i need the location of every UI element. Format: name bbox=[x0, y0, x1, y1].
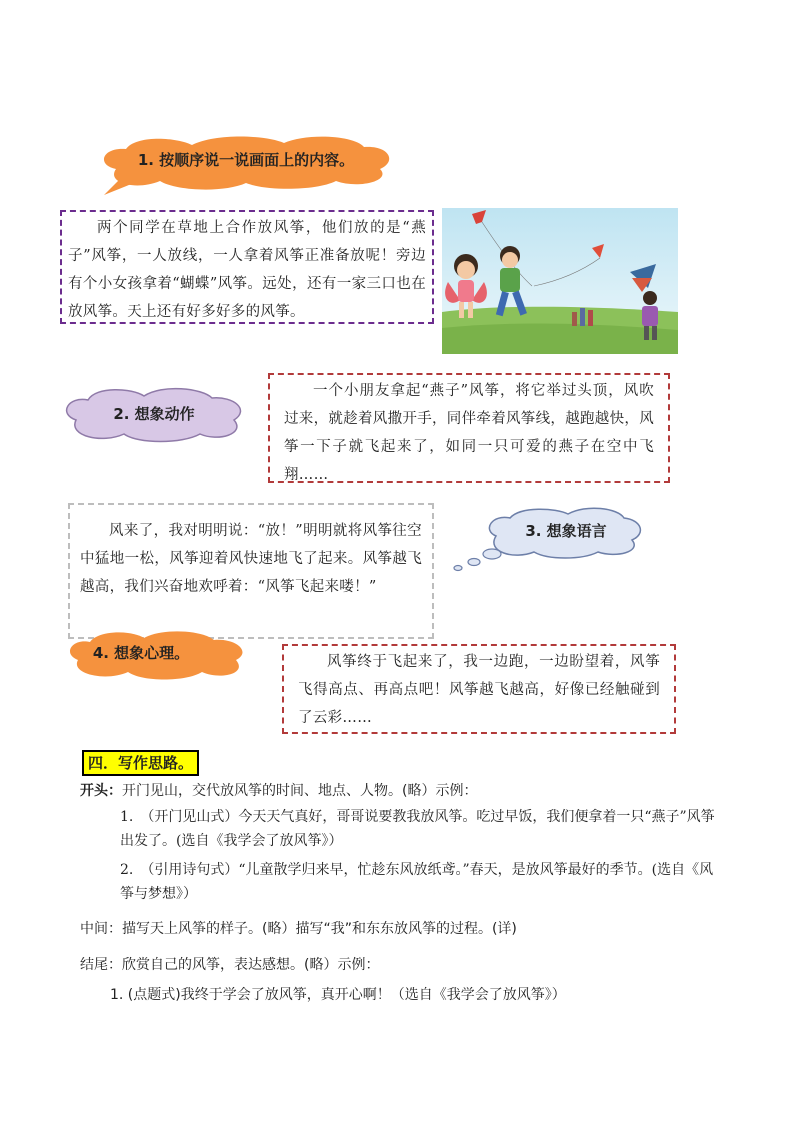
opening-example-2: 2. （引用诗句式）“儿童散学归来早，忙趁东风放纸鸢。”春天，是放风筝最好的季节。(选自《风筝与梦想》） bbox=[120, 862, 714, 902]
paragraph-box-3 bbox=[68, 503, 434, 639]
opening-line bbox=[80, 779, 720, 803]
cloud-label-text: 3. 想象语言 bbox=[525, 522, 607, 540]
ending-example-1: 1. (点题式)我终于学会了放风筝，真开心啊！（选自《我学会了放风筝》） bbox=[110, 987, 566, 1003]
cloud-label-4 bbox=[66, 630, 256, 678]
paragraph-text: 两个同学在草地上合作放风筝，他们放的是“燕子”风筝，一人放线，一人拿着风筝正准备放呢！旁边有个小女孩拿着“蝴蝶”风筝。远处，还有一家三口也在放风筝。天上还有好多好多的风筝。 bbox=[68, 220, 426, 320]
cloud-label-1 bbox=[96, 135, 396, 187]
paragraph-box-2 bbox=[268, 373, 670, 483]
paragraph-text: 一个小朋友拿起“燕子”风筝，将它举过头顶，风吹过来，就趁着风撒开手，同伴牵着风筝线，越跑越快，风筝一下子就飞起来了，如同一只可爱的燕子在空中飞翔…… bbox=[284, 383, 654, 483]
blue-cloud-icon bbox=[448, 506, 644, 578]
cloud-label-3 bbox=[448, 506, 644, 578]
cloud-label-text: 4. 想象心理。 bbox=[92, 644, 190, 662]
opening-text: 开门见山，交代放风筝的时间、地点、人物。(略）示例： bbox=[122, 783, 478, 799]
opening-label: 开头： bbox=[80, 783, 122, 799]
kite-flying-illustration bbox=[442, 208, 678, 354]
paragraph-box-1 bbox=[60, 210, 434, 324]
cloud-label-text: 2. 想象动作 bbox=[113, 405, 195, 423]
cloud-label-text: 1. 按顺序说一说画面上的内容。 bbox=[137, 151, 355, 169]
ending-line: 结尾：欣赏自己的风筝，表达感想。(略）示例： bbox=[80, 957, 380, 973]
middle-line: 中间：描写天上风筝的样子。(略）描写“我”和东东放风筝的过程。(详) bbox=[80, 921, 517, 937]
paragraph-text: 风来了，我对明明说：“放！”明明就将风筝往空中猛地一松，风筝迎着风快速地飞了起来。风筝越飞越高，我们兴奋地欢呼着：“风筝飞起来喽！” bbox=[80, 523, 422, 595]
section-heading: 四．写作思路。 bbox=[82, 750, 199, 776]
paragraph-box-4 bbox=[282, 644, 676, 734]
paragraph-text: 风筝终于飞起来了，我一边跑，一边盼望着，风筝飞得高点、再高点吧！风筝越飞越高，好像已经触碰到了云彩…… bbox=[298, 654, 660, 726]
cloud-label-2 bbox=[62, 388, 246, 442]
opening-example-1: 1. （开门见山式）今天天气真好，哥哥说要教我放风筝。吃过早饭，我们便拿着一只“燕子”风筝出发了。(选自《我学会了放风筝》） bbox=[120, 809, 715, 849]
